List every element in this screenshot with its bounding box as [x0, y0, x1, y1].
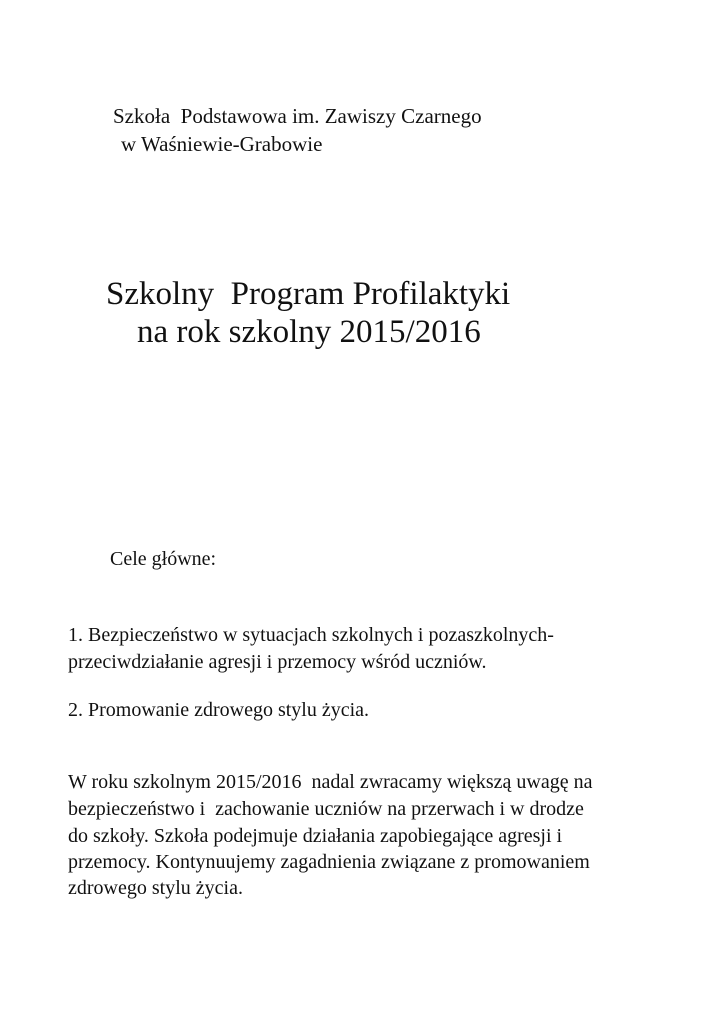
program-title: Szkolny Program Profilaktyki: [106, 276, 511, 312]
goal-item-2: 2. Promowanie zdrowego stylu życia.: [68, 699, 370, 721]
goal-item-1-line-2: przeciwdziałanie agresji i przemocy wśród uczniów.: [68, 651, 487, 673]
paragraph-line-5: zdrowego stylu życia.: [68, 877, 243, 899]
school-location: w Waśniewie-Grabowie: [121, 132, 323, 156]
paragraph-line-1: W roku szkolnym 2015/2016 nadal zwracamy większą uwagę na: [68, 771, 593, 793]
goals-heading: Cele główne:: [110, 548, 217, 570]
program-year: na rok szkolny 2015/2016: [137, 314, 481, 350]
paragraph-line-3: do szkoły. Szkoła podejmuje działania zapobiegające agresji i: [68, 825, 563, 847]
goal-item-1-line-1: 1. Bezpieczeństwo w sytuacjach szkolnych i pozaszkolnych-: [68, 624, 554, 646]
paragraph-line-2: bezpieczeństwo i zachowanie uczniów na przerwach i w drodze: [68, 798, 584, 820]
paragraph-line-4: przemocy. Kontynuujemy zagadnienia związane z promowaniem: [68, 851, 590, 873]
school-name: Szkoła Podstawowa im. Zawiszy Czarnego: [113, 104, 482, 128]
